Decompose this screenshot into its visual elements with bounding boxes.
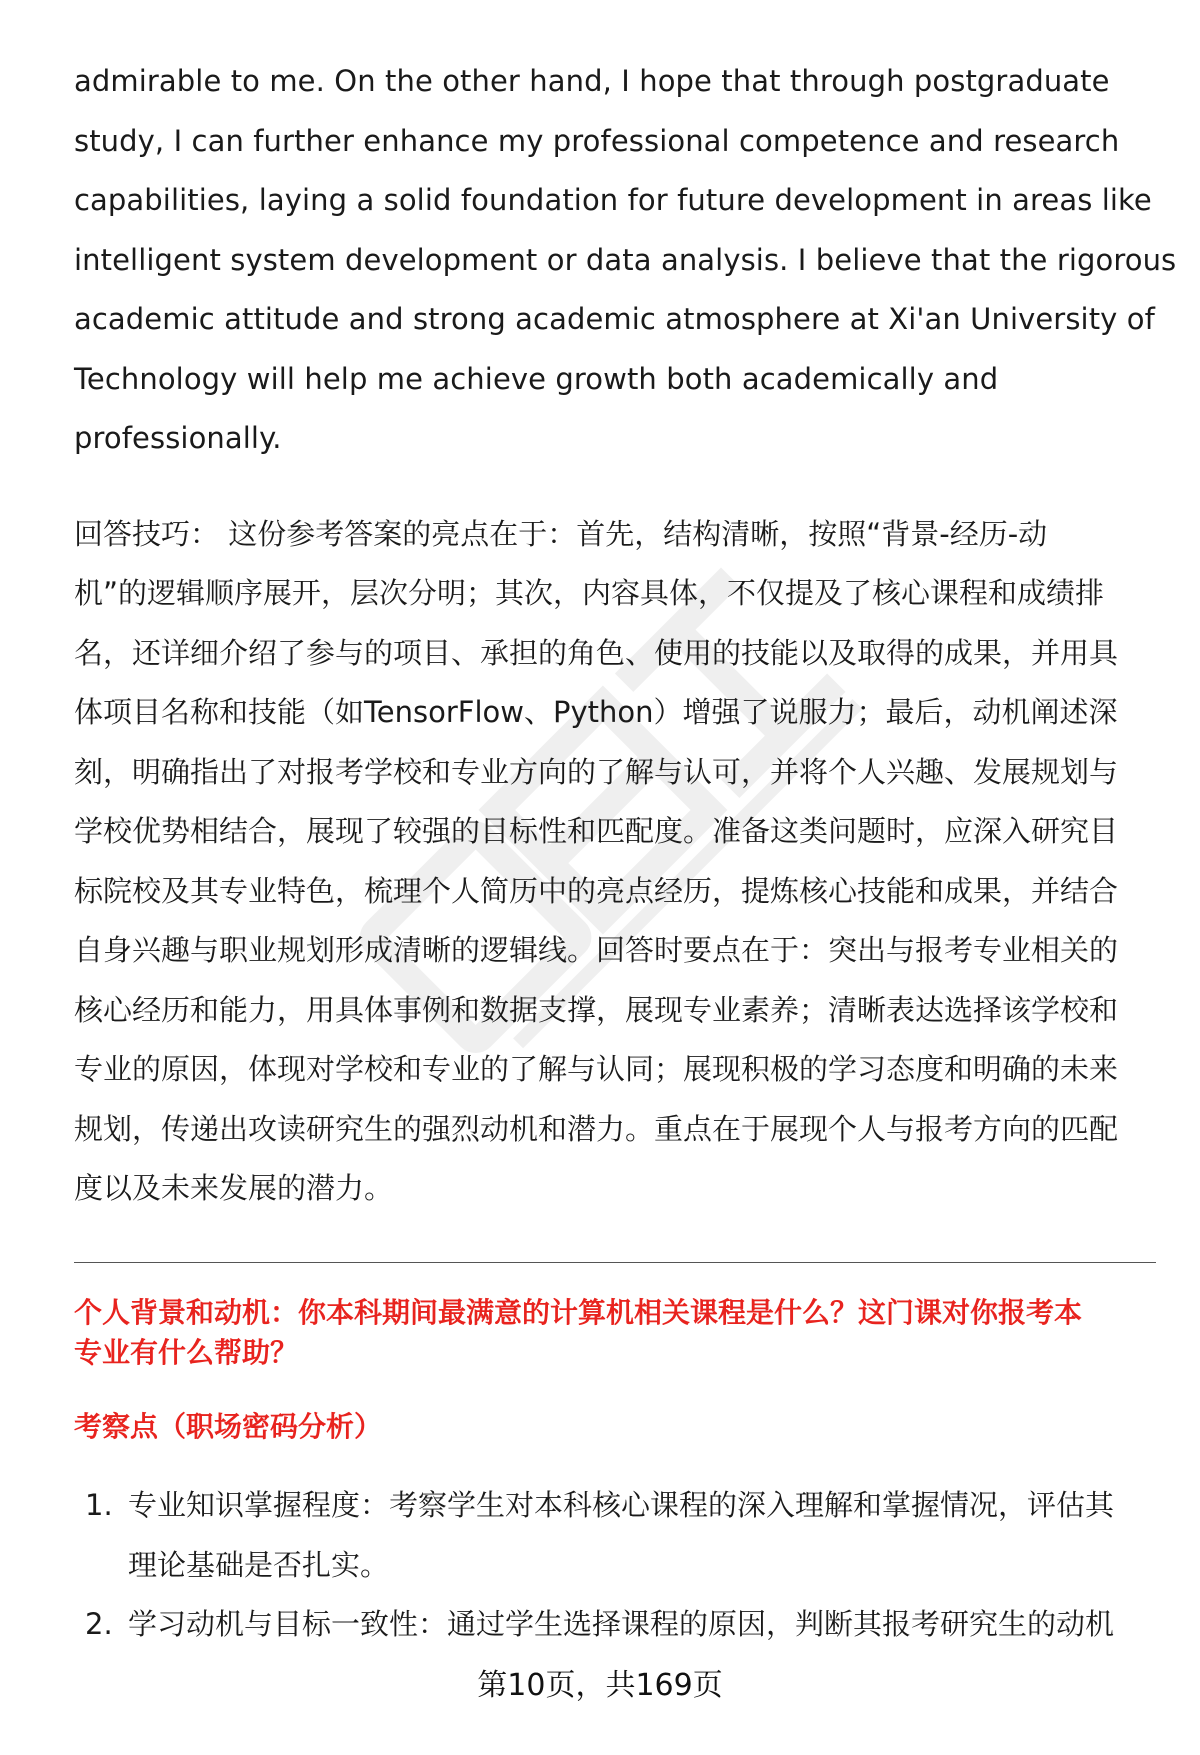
- question-line: 个人背景和动机：你本科期间最满意的计算机相关课程是什么？这门课对你报考本: [74, 1296, 1083, 1329]
- analysis-points-list: [74, 1476, 1164, 1655]
- tips-paragraph: [74, 505, 1154, 1219]
- tips-line: 规划，传递出攻读研究生的强烈动机和潜力。重点在于展现个人与报考方向的匹配: [74, 1111, 1119, 1146]
- tips-line: 体项目名称和技能（如TensorFlow、Python）增强了说服力；最后，动机阐述深: [74, 695, 1118, 729]
- tips-line: 核心经历和能力，用具体事例和数据支撑，展现专业素养；清晰表达选择该学校和: [74, 992, 1119, 1027]
- list-item-line: 理论基础是否扎实。: [128, 1547, 390, 1582]
- question-heading: [74, 1293, 1164, 1373]
- answer-line: capabilities, laying a solid foundation for future development in areas like: [74, 183, 1152, 217]
- section-divider: [74, 1262, 1156, 1263]
- answer-line: intelligent system development or data analysis. I believe that the rigorous: [74, 242, 1177, 277]
- tips-line: 回答技巧： 这份参考答案的亮点在于：首先，结构清晰，按照“背景-经历-动: [74, 516, 1048, 551]
- list-number: 2.: [85, 1607, 113, 1641]
- question-line: 专业有什么帮助？: [74, 1336, 299, 1369]
- answer-line: Technology will help me achieve growth both academically and: [74, 361, 999, 396]
- tips-line: 度以及未来发展的潜力。: [74, 1171, 394, 1205]
- page-number-footer: 第10页，共169页: [477, 1668, 723, 1703]
- tips-line: 标院校及其专业特色，梳理个人简历中的亮点经历，提炼核心技能和成果，并结合: [74, 873, 1119, 908]
- list-item: [74, 1595, 1164, 1655]
- tips-line: 学校优势相结合，展现了较强的目标性和匹配度。准备这类问题时，应深入研究目: [74, 814, 1119, 848]
- tips-line: 刻，明确指出了对报考学校和专业方向的了解与认可，并将个人兴趣、发展规划与: [74, 754, 1119, 789]
- answer-line: admirable to me. On the other hand, I hope that through postgraduate: [74, 64, 1110, 98]
- analysis-subheading: 考察点（职场密码分析）: [74, 1410, 383, 1443]
- list-item-line: 专业知识掌握程度：考察学生对本科核心课程的深入理解和掌握情况，评估其: [128, 1488, 1115, 1522]
- answer-line: study, I can further enhance my professional competence and research: [74, 123, 1120, 158]
- tips-line: 名，还详细介绍了参与的项目、承担的角色、使用的技能以及取得的成果，并用具: [74, 635, 1119, 670]
- list-item-line: 学习动机与目标一致性：通过学生选择课程的原因，判断其报考研究生的动机: [128, 1607, 1115, 1641]
- list-item: [74, 1476, 1164, 1595]
- tips-line: 专业的原因，体现对学校和专业的了解与认同；展现积极的学习态度和明确的未来: [74, 1052, 1119, 1086]
- tips-line: 自身兴趣与职业规划形成清晰的逻辑线。回答时要点在于：突出与报考专业相关的: [74, 933, 1119, 967]
- answer-line: professionally.: [74, 421, 282, 455]
- content-body: [74, 52, 1177, 1219]
- tips-line: 机”的逻辑顺序展开，层次分明；其次，内容具体，不仅提及了核心课程和成绩排: [74, 576, 1105, 610]
- answer-line: academic attitude and strong academic atmosphere at Xi'an University of: [74, 302, 1155, 336]
- list-number: 1.: [85, 1488, 113, 1522]
- answer-paragraph: [74, 52, 1177, 469]
